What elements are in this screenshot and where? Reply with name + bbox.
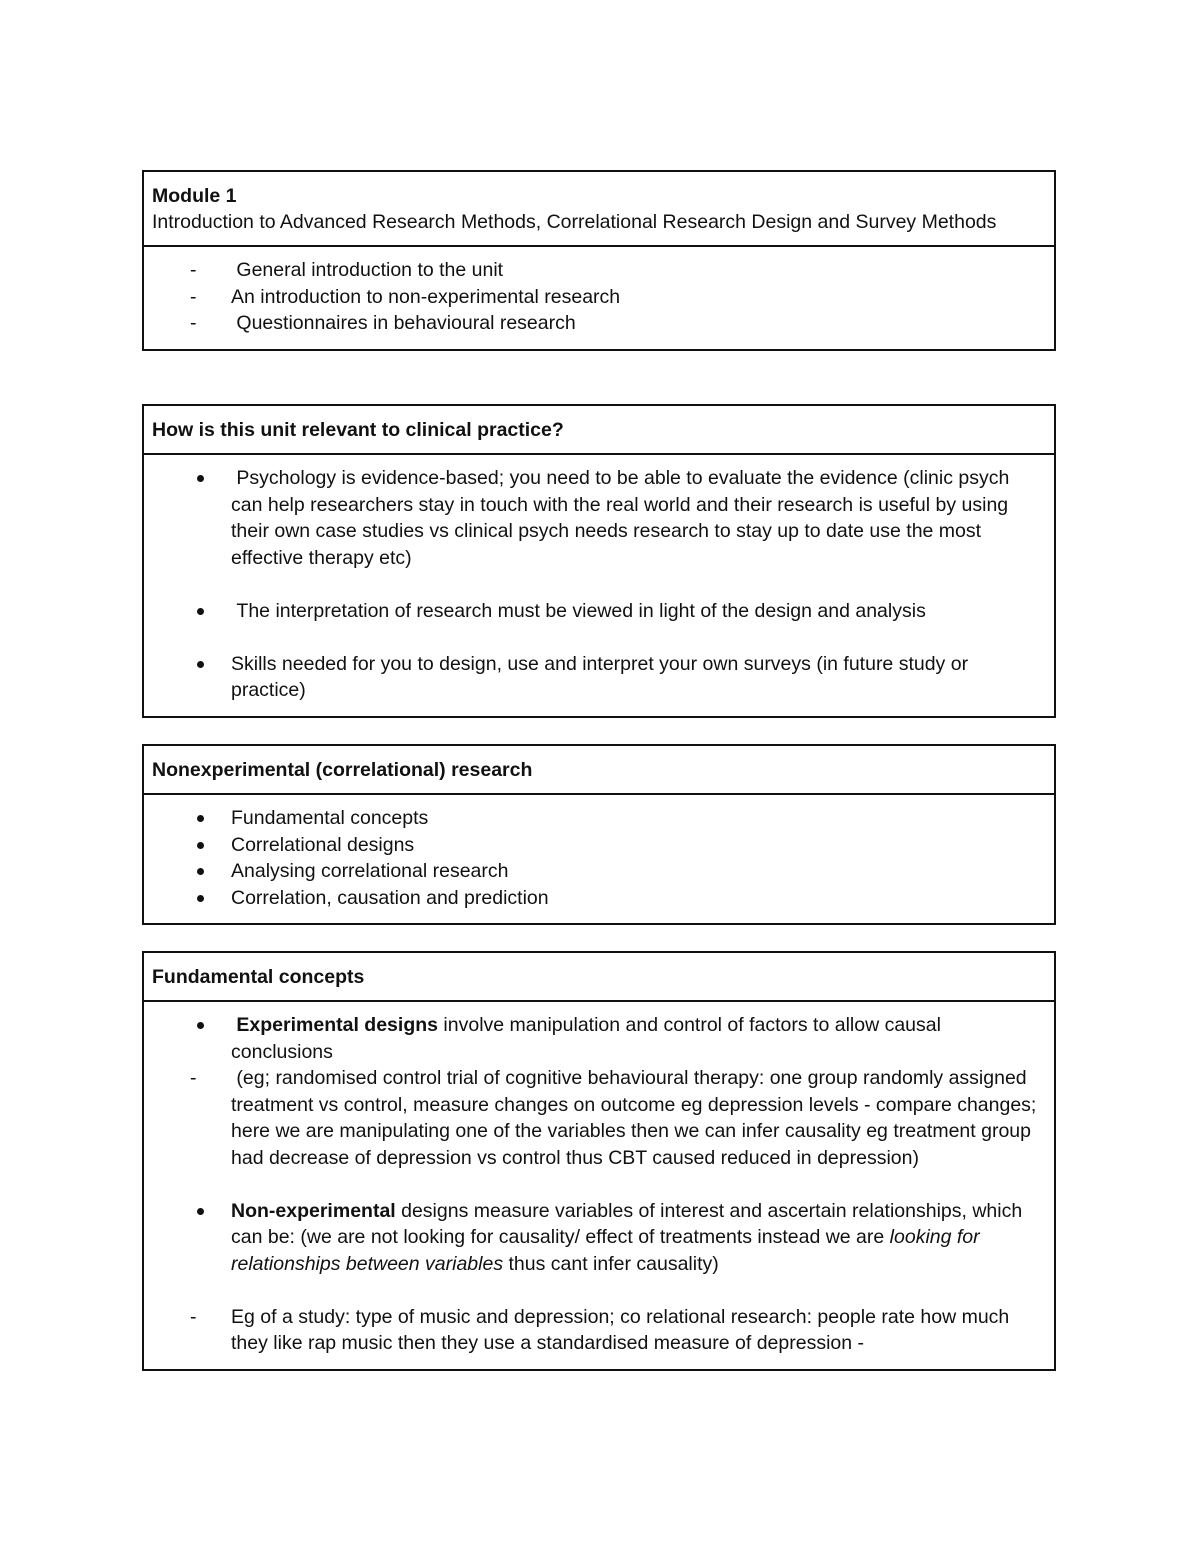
fundamentals-box (142, 951, 1056, 1371)
bullet-icon (152, 598, 231, 625)
experimental-designs-text (231, 1012, 1046, 1065)
list-item-text: An introduction to non-experimental research (231, 285, 621, 308)
relevance-title: How is this unit relevant to clinical practice? (152, 419, 564, 441)
bullet-icon (152, 1012, 231, 1039)
nonexperimental-definition: designs measure variables of interest and ascertain relationships, which can be: (we are not looking for causality/ effect of treatments instead we are (231, 1199, 1028, 1248)
list-item-text: General introduction to the unit (231, 259, 504, 281)
bullet-icon (152, 832, 231, 859)
relevance-points (144, 455, 1054, 716)
nonexp-box (142, 744, 1056, 925)
list-item (152, 465, 1046, 571)
fundamentals-title: Fundamental concepts (152, 966, 365, 988)
module-box (142, 170, 1056, 351)
nonexperimental-term: Non-experimental (231, 1199, 396, 1222)
list-item (152, 598, 1046, 625)
list-item (152, 858, 1046, 885)
module-subtitle: Introduction to Advanced Research Methods, Correlational Research Design and Survey Methods (152, 211, 997, 233)
list-item (152, 805, 1046, 832)
bullet-icon (152, 1198, 231, 1225)
bullet-icon (152, 651, 231, 678)
fundamentals-points (144, 1002, 1054, 1369)
fundamentals-header (144, 953, 1054, 1002)
list-item-text: Correlation, causation and prediction (231, 886, 549, 909)
experimental-designs-definition: involve manipulation and control of factors to allow causal conclusions (231, 1014, 947, 1063)
dash-marker (152, 257, 231, 284)
relevance-header (144, 406, 1054, 455)
nonexp-title: Nonexperimental (correlational) research (152, 759, 533, 781)
dash-marker (152, 310, 231, 337)
module-header (144, 172, 1054, 247)
list-item (152, 1012, 1046, 1065)
nonexperimental-designs-text (231, 1198, 1046, 1278)
relevance-box (142, 404, 1056, 718)
module-title: Module 1 (152, 185, 237, 207)
nonexperimental-emphasis: looking for relationships between variables (231, 1226, 980, 1275)
list-item (152, 651, 1046, 704)
list-item (152, 257, 1046, 284)
nonexp-header (144, 746, 1054, 795)
list-item-text: Questionnaires in behavioural research (231, 312, 576, 334)
list-item (152, 1304, 1046, 1357)
study-example-text: Eg of a study: type of music and depression; co relational research: people rate how much they like rap music then they use a standardised measure of depression - (231, 1305, 1010, 1354)
bullet-icon (152, 885, 231, 912)
list-item-text: Psychology is evidence-based; you need to be able to evaluate the evidence (clinic psych can help researchers stay in touch with the real world and their research is useful by using their own case studies vs clinical psych needs research to stay up to date use the most effective therapy etc) (231, 467, 1015, 569)
bullet-icon (152, 805, 231, 832)
list-item (152, 832, 1046, 859)
dash-marker (152, 284, 231, 311)
bullet-icon (152, 465, 231, 492)
nonexperimental-conclusion: thus cant infer causality) (503, 1252, 719, 1275)
list-item (152, 1198, 1046, 1278)
dash-marker (152, 1304, 231, 1331)
list-item (152, 284, 1046, 311)
dash-marker (152, 1065, 231, 1092)
list-item-text: Correlational designs (231, 833, 415, 856)
list-item (152, 310, 1046, 337)
experimental-example-text: (eg; randomised control trial of cognitive behavioural therapy: one group randomly assigned treatment vs control, measure changes on outcome eg depression levels - compare changes; here we are manipulating one of the variables then we can infer causality eg treatment group had decrease of depression vs control thus CBT caused reduced in depression) (231, 1067, 1042, 1169)
nonexp-topics (144, 795, 1054, 923)
list-item (152, 1065, 1046, 1171)
bullet-icon (152, 858, 231, 885)
list-item-text: The interpretation of research must be viewed in light of the design and analysis (231, 599, 926, 622)
experimental-designs-term: Experimental designs (231, 1014, 438, 1036)
list-item-text: Fundamental concepts (231, 807, 429, 829)
list-item-text: Analysing correlational research (231, 860, 509, 882)
list-item (152, 885, 1046, 912)
module-topics (144, 247, 1054, 349)
list-item-text: Skills needed for you to design, use and interpret your own surveys (in future study or practice) (231, 652, 974, 701)
